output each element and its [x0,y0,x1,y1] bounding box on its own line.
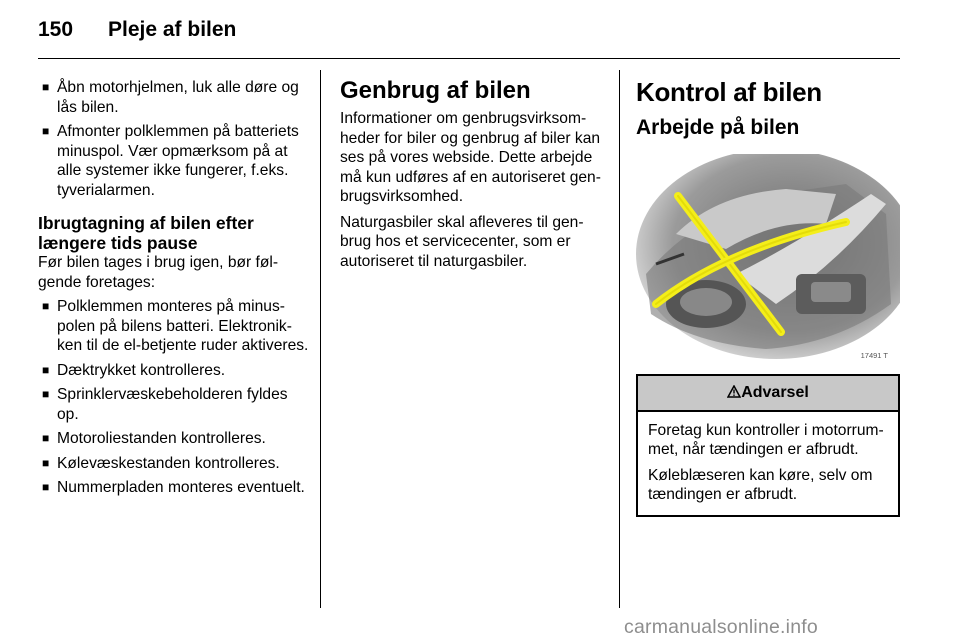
list-item: ■ Motoroliestanden kontrolleres. [42,430,266,447]
bullet-icon: ■ [42,124,50,138]
section-intro: Før bilen tages i brug igen, bør følgende foretages: [38,254,279,291]
warning-paragraph: Foretag kun kontroller i motorrummet, når tændingen er afbrudt. [648,421,884,458]
column-divider-2 [619,70,620,608]
list-item: ■ Polklemmen monteres på minuspolen på bilens batteri. Elektronikken til de el-betjente ruder aktiveres. [42,298,309,354]
column-right [636,78,901,517]
column-divider-1 [320,70,321,608]
section-subheading: Ibrugtagning af bilen efter længere tids pause [38,213,254,253]
list-item: ■ Sprinklervæskebeholderen fyldes op. [42,386,288,423]
column-middle [340,78,605,277]
paragraph: Informationer om genbrugsvirksomheder for biler og genbrug af biler kan ses på vores webside. Dette arbejde må kun udføres af en autoriseret genbrugsvirksomhed. [340,110,601,205]
watermark-text: carmanualsonline.info [624,616,818,638]
header-rule [38,58,900,59]
bullet-list-storage [38,78,310,200]
section-heading-inspection: Kontrol af bilen [636,77,822,107]
section-subheading-work: Arbejde på bilen [636,116,800,139]
bullet-icon: ■ [42,431,50,445]
warning-header [638,376,898,412]
list-item: ■ Afmonter polklemmen på batteriets minuspol. Vær opmærksom på at alle systemer ikke fungerer, f.eks. tyverialarmen. [42,123,299,199]
bullet-icon: ■ [42,362,50,377]
bullet-icon: ■ [42,455,50,470]
page-title: Pleje af bilen [108,18,237,41]
warning-box [636,374,900,517]
engine-bay-photo [636,154,900,364]
list-item: ■ Dæktrykket kontrolleres. [42,361,226,379]
warning-body [638,412,898,515]
list-item: ■ Kølevæskestanden kontrolleres. [42,454,280,472]
list-item: ■ Nummerpladen monteres eventuelt. [42,479,305,496]
bullet-icon: ■ [42,80,50,94]
warning-title: Advarsel [741,384,809,401]
warning-paragraph: Køleblæseren kan køre, selv om tændingen er afbrudt. [648,466,873,503]
column-left [38,78,310,503]
bullet-list-restart [38,297,310,498]
bullet-icon: ■ [42,480,50,494]
image-code: 17491 T [860,351,888,360]
page-number: 150 [38,18,74,41]
bullet-icon: ■ [42,387,50,401]
paragraph: Naturgasbiler skal afleveres til genbrug hos et servicecenter, som er autoriseret til naturgasbiler. [340,213,584,270]
list-item: ■ Åbn motorhjelmen, luk alle døre og lås bilen. [42,79,299,116]
warning-triangle-icon [727,385,741,398]
section-heading-recycling: Genbrug af bilen [340,77,531,104]
bullet-icon: ■ [42,299,50,313]
